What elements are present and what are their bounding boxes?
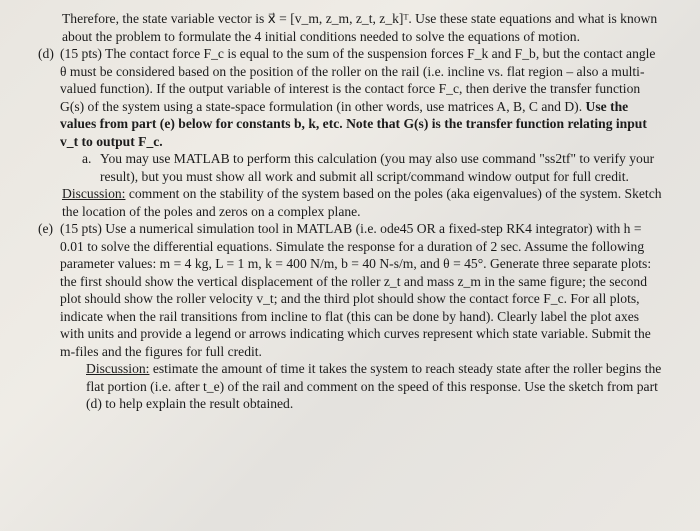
discussion-text-e: estimate the amount of time it takes the system to reach steady state after the roller begins the flat portion (i.e. after t_e) of the rail and comment on the speed of this response. Use the sketch from part (d) to help explain the result obtained. — [86, 361, 662, 411]
subitem-a-label: a. — [82, 151, 92, 166]
part-e-body: (15 pts) Use a numerical simulation tool in MATLAB (i.e. ode45 OR a fixed-step RK4 integrator) with h = 0.01 to solve the differential equations. Simulate the response for a duration of 2 sec. Assume the following parameter values: m = 4 kg, L = 1 m, k = 400 N/m, b = 40 N-s/m, and θ = 45°. Generate three separate plots: the first should show the vertical displacement of the roller z_t and mass z_m in the same figure; the second plot should show the roller velocity v_t; and the third plot should show the contact force F_c. For all plots, indicate when the rail transitions from incline to flat (this can be done by hand). Clearly label the plot axes with units and provide a legend or arrows indicating which curves represent which state variable. Submit the m-files and the figures for full credit. — [60, 221, 652, 359]
problem-text — [38, 10, 662, 413]
subitem-a-text: You may use MATLAB to perform this calculation (you may also use command "ss2tf" to verify your result), but you must show all work and submit all script/command window output for full credit. — [100, 151, 655, 184]
part-d-subitem-a — [62, 150, 662, 185]
discussion-heading-d: Discussion: — [62, 186, 126, 201]
part-d — [38, 45, 662, 150]
part-d-discussion — [62, 185, 662, 220]
intro-paragraph: Therefore, the state variable vector is x⃗ = [v_m, z_m, z_t, z_k]ᵀ. Use these state equations and what is known about the problem to formulate the 4 initial conditions needed to solve the equations of motion. — [62, 11, 658, 44]
part-e-discussion — [62, 360, 662, 413]
part-d-text — [60, 45, 662, 150]
discussion-heading-e: Discussion: — [86, 361, 150, 376]
discussion-text-d: comment on the stability of the system based on the poles (aka eigenvalues) of the system. Sketch the location of the poles and zeros on a complex plane. — [62, 186, 662, 219]
part-d-body: (15 pts) The contact force F_c is equal to the sum of the suspension forces F_k and F_b, but the contact angle θ must be considered based on the position of the roller on the rail (i.e. incline vs. flat region – also a multi-valued function). If the output variable of interest is the contact force F_c, then derive the transfer function G(s) of the system using a state-space formulation (in other words, use matrices A, B, C and D). — [60, 46, 656, 114]
part-e-label: (e) — [38, 221, 54, 236]
part-d-label: (d) — [38, 46, 54, 61]
part-d-bold-note: Use the values from part (e) below for constants b, k, etc. Note that G(s) is the transfer function relating input v_t to output F_c. — [60, 98, 647, 149]
part-e — [38, 220, 662, 360]
